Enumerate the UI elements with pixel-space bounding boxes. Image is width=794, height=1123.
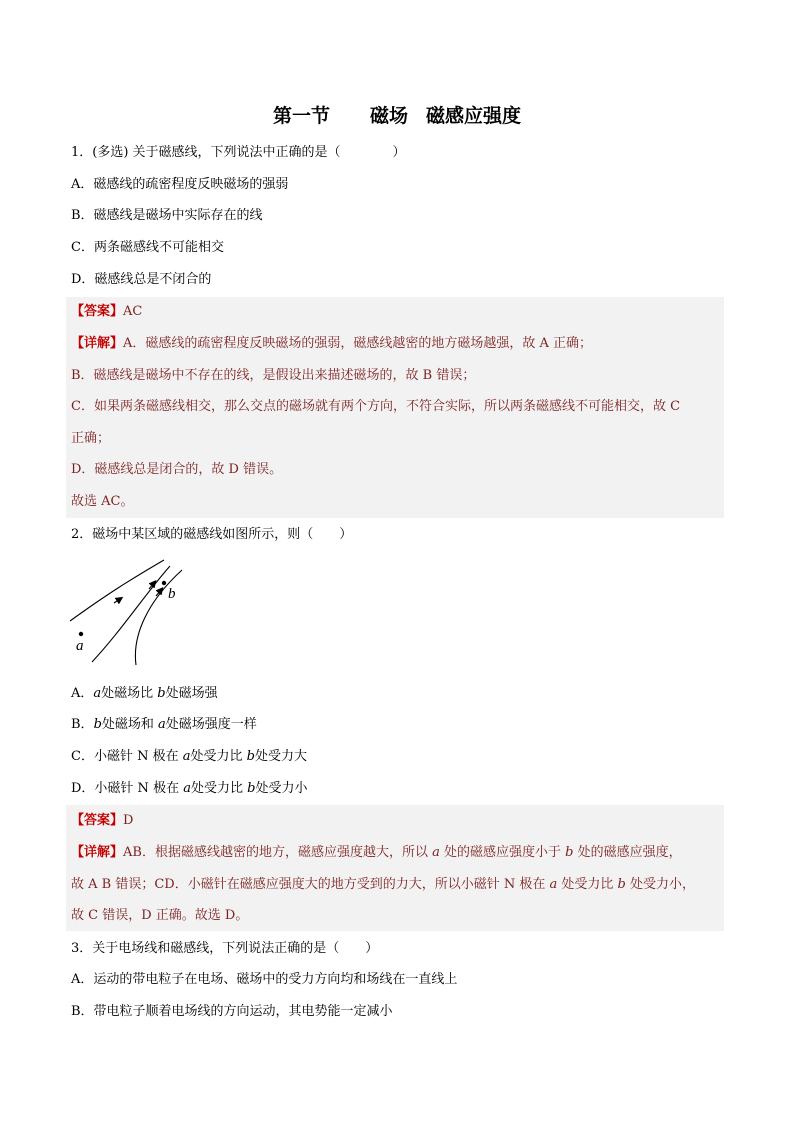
detail-tag: 【详解】 bbox=[71, 336, 124, 351]
q1-detail-line-2: B．磁感线是磁场中不存在的线，是假设出来描述磁场的，故 B 错误； bbox=[71, 368, 476, 383]
q2-option-d: D．小磁针 N 极在 a处受力比 b处受力小 bbox=[71, 781, 308, 796]
point-a-label: a bbox=[76, 638, 84, 654]
q3-option-a: A．运动的带电粒子在电场、磁场中的受力方向均和场线在一直线上 bbox=[71, 972, 458, 987]
point-b-dot bbox=[162, 581, 166, 585]
answer-value: D bbox=[123, 813, 134, 828]
detail-tag: 【详解】 bbox=[71, 845, 124, 860]
q1-detail-line-1: 【详解】A．磁感线的疏密程度反映磁场的强弱，磁感线越密的地方磁场越强，故 A 正确； bbox=[71, 336, 593, 351]
q1-detail-line-6: 故选 AC。 bbox=[71, 494, 134, 509]
title-topic-1: 磁场 bbox=[369, 105, 408, 127]
q1-detail-line-5: D．磁感线总是闭合的，故 D 错误。 bbox=[71, 462, 283, 477]
q2-option-a: A．a处磁场比 b处磁场强 bbox=[71, 686, 218, 701]
answer-value: AC bbox=[123, 304, 143, 319]
q1-option-d: D．磁感线总是不闭合的 bbox=[71, 272, 212, 287]
title-topic-2: 磁感应强度 bbox=[426, 105, 522, 127]
q1-option-b: B．磁感线是磁场中实际存在的线 bbox=[71, 208, 263, 223]
field-line-3 bbox=[135, 570, 182, 665]
q1-detail-line-4: 正确； bbox=[71, 431, 111, 446]
q2-detail-line-3: 故 C 错误，D 正确。故选 D。 bbox=[71, 908, 249, 923]
q2-answer bbox=[71, 811, 133, 831]
magnetic-field-lines-figure bbox=[66, 553, 196, 673]
field-line-1-arrow bbox=[114, 599, 120, 603]
title-section-number: 第一节 bbox=[272, 105, 330, 127]
q3-option-b: B．带电粒子顺着电场线的方向运动，其电势能一定减小 bbox=[71, 1004, 393, 1019]
q1-stem: 1．(多选) 关于磁感线，下列说法中正确的是（ ） bbox=[71, 145, 406, 160]
point-b-label: b bbox=[168, 586, 176, 602]
q2-option-c: C．小磁针 N 极在 a处受力比 b处受力大 bbox=[71, 749, 307, 764]
q3-stem: 3．关于电场线和磁感线，下列说法正确的是（ ） bbox=[71, 941, 379, 956]
answer-tag: 【答案】 bbox=[71, 304, 124, 319]
q2-detail-line-2: 故 A B 错误；CD．小磁针在磁感应强度大的地方受到的力大，所以小磁针 N 极在 a 处受力比 b 处受力小， bbox=[71, 877, 695, 892]
q1-option-a: A．磁感线的疏密程度反映磁场的强弱 bbox=[71, 177, 289, 192]
q2-stem: 2．磁场中某区域的磁感线如图所示，则（ ） bbox=[71, 527, 353, 542]
q1-option-c: C．两条磁感线不可能相交 bbox=[71, 240, 224, 255]
q2-option-b: B．b处磁场和 a处磁场强度一样 bbox=[71, 717, 257, 732]
answer-tag: 【答案】 bbox=[71, 813, 124, 828]
q1-answer bbox=[71, 302, 142, 322]
point-a-dot bbox=[79, 632, 83, 636]
q2-detail-line-1: 【详解】AB．根据磁感线越密的地方，磁感应强度越大，所以 a 处的磁感应强度小于 b 处的磁感应强度， bbox=[71, 845, 682, 860]
q1-detail-line-3: C．如果两条磁感线相交，那么交点的磁场就有两个方向，不符合实际，所以两条磁感线不可能相交，故 C bbox=[71, 399, 681, 414]
section-title bbox=[0, 103, 794, 129]
